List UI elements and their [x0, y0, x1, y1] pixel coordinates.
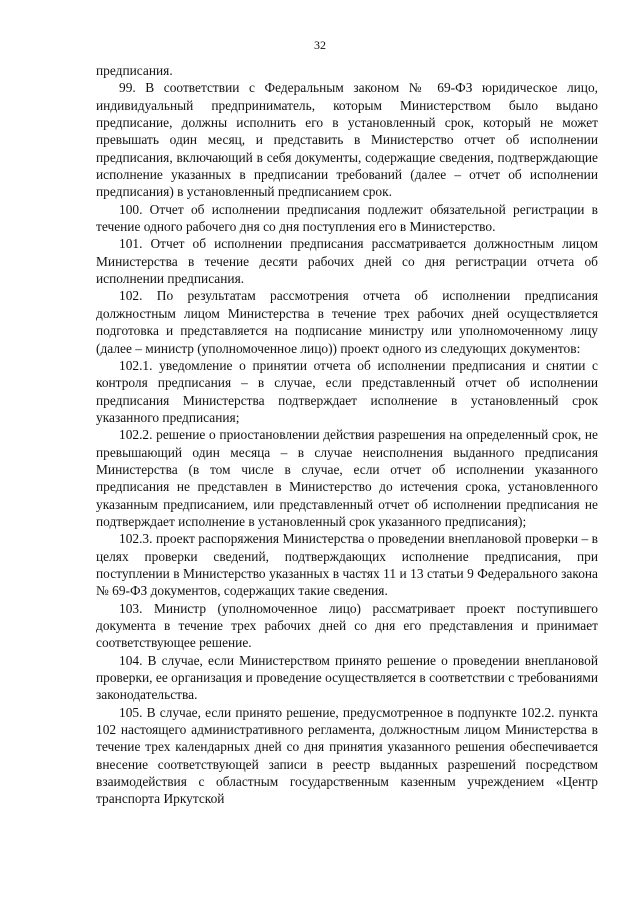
document-body	[96, 62, 598, 808]
paragraph-102-2: 102.2. решение о приостановлении действия разрешения на определенный срок, не превышающий один месяца – в случае неисполнения выданного предписания Министерства (в том числе в случае, если отчет об исполнении указанного предписания не представлен в Министерство до истечения срока, установленного указанным предписанием, или представленный отчет об исполнении предписания не подтверждает исполнение в установленный срок указанного предписания);	[96, 427, 598, 529]
paragraph-99: 99. В соответствии с Федеральным законом № 69-ФЗ юридическое лицо, индивидуальный предприниматель, которым Министерством было выдано предписание, должны исполнить его в установленный срок, который не может превышать один месяц, и представить в Министерство отчет об исполнении предписания, включающий в себя документы, содержащие сведения, подтверждающие исполнение указанных в предписании требований (далее – отчет об исполнении предписания) в установленный предписанием срок.	[96, 80, 598, 200]
paragraph-103: 103. Министр (уполномоченное лицо) рассматривает проект поступившего документа в течение трех рабочих дней со дня его представления и принимает соответствующее решение.	[96, 600, 598, 651]
paragraph-105: 105. В случае, если принято решение, предусмотренное в подпункте 102.2. пункта 102 настоящего административного регламента, должностным лицом Министерства в течение трех календарных дней со дня принятия указанного решения обеспечивается внесение соответствующей записи в реестр выданных разрешений посредством взаимодействия с областным государственным казенным учреждением «Центр транспорта Иркутской	[96, 704, 598, 807]
paragraph-102-3: 102.3. проект распоряжения Министерства о проведении внеплановой проверки – в целях проверки сведений, подтверждающих исполнение предписания, при поступлении в Министерство указанных в частях 11 и 13 статьи 9 Федерального закона № 69-ФЗ документов, содержащих такие сведения.	[96, 531, 598, 599]
paragraph-104: 104. В случае, если Министерством принято решение о проведении внеплановой проверки, ее организация и проведение осуществляется в соответствии с требованиями законодательства.	[96, 652, 598, 703]
paragraph-continuation: предписания.	[96, 63, 173, 78]
paragraph-100: 100. Отчет об исполнении предписания подлежит обязательной регистрации в течение одного рабочего дня со дня поступления его в Министерство.	[96, 201, 598, 235]
page-number: 32	[314, 38, 326, 52]
paragraph-101: 101. Отчет об исполнении предписания рассматривается должностным лицом Министерства в течение десяти рабочих дней со дня регистрации отчета об исполнении предписания.	[96, 236, 598, 287]
paragraph-102: 102. По результатам рассмотрения отчета об исполнении предписания должностным лицом Министерства в течение трех рабочих дней осуществляется подготовка и представляется на подписание министру или уполномоченному лицу (далее – министр (уполномоченное лицо)) проект одного из следующих документов:	[96, 288, 598, 356]
paragraph-102-1: 102.1. уведомление о принятии отчета об исполнении предписания и снятии с контроля предписания – в случае, если представленный отчет об исполнении предписания Министерства подтверждает исполнение в установленный срок указанного предписания;	[96, 357, 598, 425]
